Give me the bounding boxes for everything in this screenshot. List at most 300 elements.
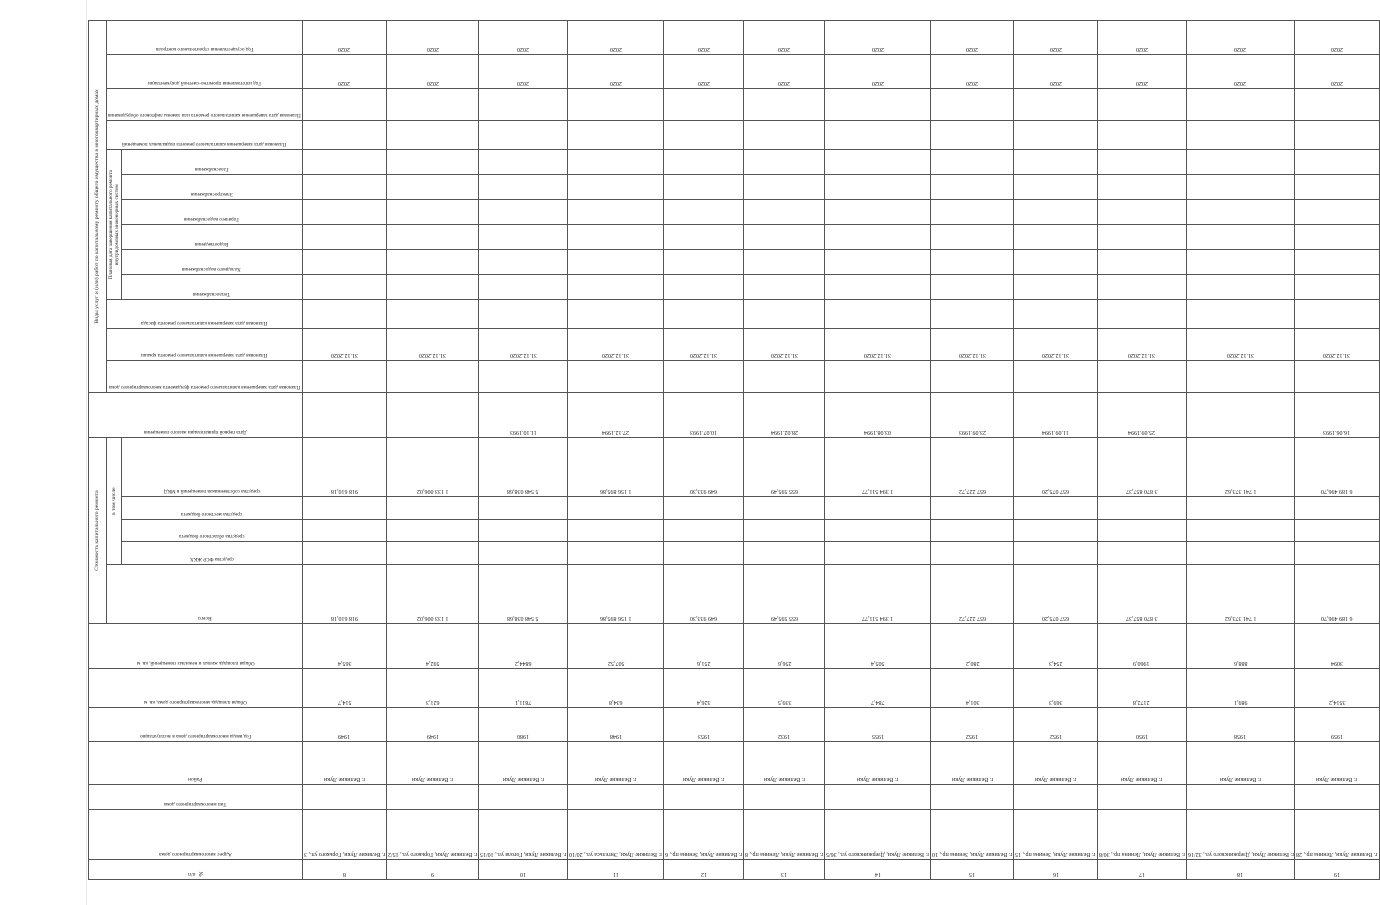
cell-cost-total-text: 657 227,72 — [958, 614, 986, 621]
cell-total-area — [931, 669, 1014, 708]
cell-fund — [302, 542, 386, 565]
cell-year — [302, 707, 386, 741]
header-cost-total: Всего — [107, 565, 303, 624]
cell-roof-text: 31.12.2020 — [330, 352, 358, 359]
cell-premises-area-text: 888,6 — [1233, 660, 1248, 667]
cell-heat — [931, 275, 1014, 300]
cell-foundation — [825, 361, 931, 393]
header-fund: средства ФСР ЖКХ — [122, 542, 303, 565]
cell-house-type — [664, 784, 744, 809]
cell-premises-area-text: 505,4 — [871, 660, 885, 667]
cell-premises-area — [1014, 623, 1097, 668]
cell-district-text: г. Великие Луки — [412, 775, 454, 782]
cell-num — [479, 859, 568, 879]
cell-premises-area — [744, 623, 825, 668]
header-privatization: Дата первой приватизации жилого помещения — [89, 392, 303, 437]
cell-control-year — [931, 21, 1014, 55]
table-row — [744, 21, 825, 880]
cell-drain — [825, 225, 931, 250]
cell-facade — [1295, 299, 1379, 328]
cell-facade — [1186, 299, 1295, 328]
cell-privatization — [1097, 392, 1186, 437]
cell-district — [1186, 741, 1295, 784]
cell-district-text: г. Великие Луки — [1121, 775, 1163, 782]
cell-year-text: 1952 — [1049, 732, 1062, 739]
cell-total-area — [1014, 669, 1097, 708]
cell-docs-year — [664, 55, 744, 89]
cell-hot-water — [1097, 200, 1186, 225]
cell-hot-water — [931, 200, 1014, 225]
cell-docs-year-text: 2020 — [1135, 80, 1148, 87]
cell-fund — [1097, 542, 1186, 565]
cell-num-text: 9 — [431, 871, 435, 877]
cell-total-area-text: 784,7 — [871, 698, 885, 705]
cell-docs-year — [568, 55, 664, 89]
table-row — [1186, 21, 1295, 880]
cell-control-year — [1295, 21, 1379, 55]
cell-docs-year — [479, 55, 568, 89]
cell-owners-text: 657 227,72 — [958, 488, 986, 495]
cell-privatization-text: 03.08.1994 — [864, 429, 892, 436]
cell-control-year-text: 2020 — [426, 46, 439, 53]
cell-privatization — [387, 392, 479, 437]
cell-cost-total — [664, 565, 744, 624]
cell-elevator — [387, 89, 479, 121]
cell-regional — [568, 519, 664, 542]
cell-electric — [568, 175, 664, 200]
cell-docs-year — [1014, 55, 1097, 89]
cell-elevator — [1295, 89, 1379, 121]
cell-gas — [1097, 150, 1186, 175]
cell-heat — [744, 275, 825, 300]
cell-year — [664, 707, 744, 741]
cell-roof — [1186, 329, 1295, 361]
header-works-group: Виды услуг и (или) работ по капитальному ремонту общего имущества в многоквартирных домах — [89, 21, 107, 393]
cell-address-text: г. Великие Луки, Энгельса ул., 20/10 — [569, 850, 663, 857]
cell-cost-total-text: 1 741 373,62 — [1224, 614, 1257, 621]
table-row — [568, 21, 664, 880]
cell-electric — [1014, 175, 1097, 200]
cell-year — [931, 707, 1014, 741]
cell-local — [387, 497, 479, 520]
cell-district — [302, 741, 386, 784]
cell-heat — [825, 275, 931, 300]
cell-drain — [744, 225, 825, 250]
cell-regional — [1295, 519, 1379, 542]
cell-cost-total — [387, 565, 479, 624]
cell-regional — [1186, 519, 1295, 542]
cell-owners-text: 1 133 006,02 — [416, 488, 449, 495]
cell-roof — [479, 329, 568, 361]
cell-year-text: 1980 — [517, 732, 530, 739]
cell-docs-year — [1097, 55, 1186, 89]
header-cost-group: Стоимость капитального ремонта — [89, 438, 107, 624]
cell-hot-water — [387, 200, 479, 225]
cell-num — [1097, 859, 1186, 879]
cell-total-area — [302, 669, 386, 708]
cell-hot-water — [568, 200, 664, 225]
cell-control-year — [1014, 21, 1097, 55]
cell-address — [744, 809, 825, 859]
header-facade: Плановая дата завершения капитального ремонта фасада — [107, 299, 303, 328]
cell-basement — [1014, 120, 1097, 149]
cell-cold-water — [1014, 250, 1097, 275]
cell-owners — [931, 438, 1014, 497]
cell-docs-year-text: 2020 — [517, 80, 530, 87]
header-local: средства местного бюджета — [122, 497, 303, 520]
table-row — [931, 21, 1014, 880]
cell-elevator — [931, 89, 1014, 121]
header-heat: Теплоснабжения — [122, 275, 303, 300]
cell-facade — [825, 299, 931, 328]
cell-docs-year-text: 2020 — [1330, 80, 1343, 87]
header-regional: средства областного бюджета — [122, 519, 303, 542]
cell-address — [479, 809, 568, 859]
cell-local — [568, 497, 664, 520]
cell-gas — [479, 150, 568, 175]
cell-year — [825, 707, 931, 741]
header-premises-area: Общая площадь жилых и нежилых помещений, кв. м — [89, 623, 303, 668]
cell-owners-text: 655 595,49 — [770, 488, 798, 495]
cell-docs-year-text: 2020 — [1049, 80, 1062, 87]
cell-fund — [825, 542, 931, 565]
cell-heat — [302, 275, 386, 300]
cell-cost-total — [1295, 565, 1379, 624]
cell-docs-year-text: 2020 — [697, 80, 710, 87]
cell-control-year-text: 2020 — [697, 46, 710, 53]
cell-total-area-text: 989,1 — [1233, 698, 1248, 705]
cell-owners — [1014, 438, 1097, 497]
cell-owners — [568, 438, 664, 497]
cell-owners-text: 5 548 038,68 — [507, 488, 539, 495]
cell-cost-total-text: 5 548 038,68 — [507, 614, 539, 621]
cell-privatization-text: 28.02.1994 — [770, 429, 798, 436]
cell-drain — [479, 225, 568, 250]
cell-cost-total — [302, 565, 386, 624]
cell-fund — [387, 542, 479, 565]
cell-local — [1014, 497, 1097, 520]
cell-num — [931, 859, 1014, 879]
cell-control-year — [1097, 21, 1186, 55]
cell-cost-total — [931, 565, 1014, 624]
cell-num-text: 11 — [612, 871, 619, 877]
cell-total-area — [568, 669, 664, 708]
cell-num — [568, 859, 664, 879]
cell-address — [825, 809, 931, 859]
header-owners: средства собственников помещений в МКД — [122, 438, 303, 497]
cell-control-year-text: 2020 — [871, 46, 884, 53]
cell-owners-text: 1 741 373,62 — [1224, 488, 1257, 495]
cell-premises-area — [931, 623, 1014, 668]
cell-owners — [1295, 438, 1379, 497]
cell-total-area — [387, 669, 479, 708]
header-gas: Газоснабжения — [122, 150, 303, 175]
cell-cold-water — [302, 250, 386, 275]
cell-regional — [1097, 519, 1186, 542]
cell-num-text: 19 — [1333, 871, 1340, 877]
cell-roof — [1097, 329, 1186, 361]
cell-year-text: 1953 — [697, 732, 710, 739]
cell-owners — [479, 438, 568, 497]
cell-total-area-text: 326,4 — [696, 698, 711, 705]
cell-address — [1097, 809, 1186, 859]
cell-address — [302, 809, 386, 859]
header-control-year: Год осуществления строительного контроля — [107, 21, 303, 55]
cell-total-area — [744, 669, 825, 708]
cell-foundation — [1186, 361, 1295, 393]
cell-docs-year — [825, 55, 931, 89]
cell-local — [479, 497, 568, 520]
cell-control-year-text: 2020 — [1135, 46, 1148, 53]
cell-num — [1014, 859, 1097, 879]
cell-basement — [664, 120, 744, 149]
cell-year — [1097, 707, 1186, 741]
cell-electric — [1097, 175, 1186, 200]
cell-num — [825, 859, 931, 879]
cell-regional — [744, 519, 825, 542]
cell-control-year — [825, 21, 931, 55]
cell-premises-area-text: 256,6 — [777, 660, 792, 667]
cell-district — [1097, 741, 1186, 784]
cell-gas — [931, 150, 1014, 175]
cell-foundation — [1295, 361, 1379, 393]
cell-gas — [1295, 150, 1379, 175]
cell-cost-total-text: 1 156 895,86 — [600, 614, 632, 621]
cell-year-text: 1950 — [1135, 732, 1148, 739]
cell-num-text: 13 — [781, 871, 788, 877]
cell-roof-text: 31.12.2020 — [419, 352, 447, 359]
cell-drain — [664, 225, 744, 250]
cell-cost-total — [744, 565, 825, 624]
cell-roof — [1014, 329, 1097, 361]
cell-address-text: г. Великие Луки, Зенина пр., 6 — [665, 850, 743, 857]
header-num: № п/п — [89, 859, 303, 879]
cell-privatization-text: 16.06.1993 — [1323, 429, 1351, 436]
cell-district-text: г. Великие Луки — [683, 775, 725, 782]
header-total-area: Общая площадь многоквартирного дома, кв. м — [89, 669, 303, 708]
cell-docs-year — [1186, 55, 1295, 89]
cell-heat — [1014, 275, 1097, 300]
header-docs-year: Год изготовления проектно-сметной документации — [107, 55, 303, 89]
cell-fund — [568, 542, 664, 565]
header-basement: Плановая дата завершения капитального ремонта подвальных помещений — [107, 120, 303, 149]
cell-control-year — [1186, 21, 1295, 55]
cell-owners — [1186, 438, 1295, 497]
cell-foundation — [302, 361, 386, 393]
cell-num — [1295, 859, 1379, 879]
cell-district-text: г. Великие Луки — [502, 775, 544, 782]
cell-local — [1186, 497, 1295, 520]
cell-total-area — [1097, 669, 1186, 708]
cell-privatization-text: 11.10.1993 — [509, 429, 537, 436]
cell-facade — [302, 299, 386, 328]
cell-foundation — [744, 361, 825, 393]
table-row — [664, 21, 744, 880]
cell-drain — [1295, 225, 1379, 250]
cell-privatization — [1295, 392, 1379, 437]
cell-district — [1014, 741, 1097, 784]
cell-docs-year — [302, 55, 386, 89]
cell-elevator — [479, 89, 568, 121]
cell-district-text: г. Великие Луки — [1219, 775, 1261, 782]
cell-heat — [1295, 275, 1379, 300]
cell-num — [1186, 859, 1295, 879]
cell-house-type — [479, 784, 568, 809]
cell-num-text: 18 — [1237, 871, 1244, 877]
cell-total-area-text: 301,4 — [965, 698, 980, 705]
cell-address-text: г. Великие Луки, Зенина пр., 10 — [932, 850, 1013, 857]
cell-local — [931, 497, 1014, 520]
table-body — [302, 21, 1379, 880]
cell-drain — [387, 225, 479, 250]
cell-total-area-text: 621,3 — [425, 698, 440, 705]
cell-house-type — [1186, 784, 1295, 809]
cell-roof — [1295, 329, 1379, 361]
cell-cost-total-text: 918 610,18 — [330, 614, 358, 621]
cell-local — [1097, 497, 1186, 520]
cell-address-text: г. Великие Луки, Дзержинского ул., 36/5 — [826, 850, 930, 857]
cell-district-text: г. Великие Луки — [763, 775, 805, 782]
cell-control-year-text: 2020 — [1330, 46, 1343, 53]
cell-hot-water — [1295, 200, 1379, 225]
cell-cost-total-text: 1 394 511,77 — [862, 614, 894, 621]
cell-hot-water — [664, 200, 744, 225]
cell-privatization-text: 11.09.1994 — [1042, 429, 1069, 436]
cell-premises-area-text: 507,52 — [607, 660, 624, 667]
cell-year — [1014, 707, 1097, 741]
cell-total-area — [1295, 669, 1379, 708]
cell-district — [568, 741, 664, 784]
cell-basement — [744, 120, 825, 149]
cell-owners — [387, 438, 479, 497]
cell-control-year — [568, 21, 664, 55]
cell-docs-year — [387, 55, 479, 89]
cell-roof-text: 31.12.2020 — [690, 352, 718, 359]
cell-total-area-text: 3514,2 — [1328, 698, 1346, 705]
cell-owners-text: 3 870 857,37 — [1125, 488, 1158, 495]
cell-local — [1295, 497, 1379, 520]
cell-gas — [744, 150, 825, 175]
cell-cost-total-text: 3 870 857,37 — [1125, 614, 1158, 621]
cell-house-type — [387, 784, 479, 809]
cell-year — [479, 707, 568, 741]
cell-heat — [1186, 275, 1295, 300]
cell-year-text: 1958 — [1234, 732, 1247, 739]
cell-regional — [825, 519, 931, 542]
cell-cost-total — [825, 565, 931, 624]
cell-premises-area — [664, 623, 744, 668]
cell-regional — [302, 519, 386, 542]
cell-facade — [387, 299, 479, 328]
cell-total-area-text: 339,5 — [777, 698, 792, 705]
rotated-table-wrapper — [88, 20, 1378, 880]
cell-address — [1014, 809, 1097, 859]
cell-docs-year-text: 2020 — [871, 80, 884, 87]
cell-roof-text: 31.12.2020 — [864, 352, 892, 359]
cell-fund — [1295, 542, 1379, 565]
cell-premises-area-text: 1960,9 — [1133, 660, 1150, 667]
scan-edge — [86, 0, 87, 905]
cell-cold-water — [1295, 250, 1379, 275]
cell-district-text: г. Великие Луки — [951, 775, 993, 782]
cell-gas — [387, 150, 479, 175]
cell-cold-water — [479, 250, 568, 275]
cell-elevator — [825, 89, 931, 121]
cell-cold-water — [825, 250, 931, 275]
header-planned-group: Плановая дата завершения капитального ремонта внутридомовых инженерных систем — [107, 150, 122, 300]
cell-address-text: г. Великие Луки, Ленина пр., 30/8 — [1098, 850, 1185, 857]
cell-local — [744, 497, 825, 520]
cell-owners — [825, 438, 931, 497]
cell-num — [387, 859, 479, 879]
cell-electric — [1186, 175, 1295, 200]
cell-address-text: г. Великие Луки, Ленина пр., 8 — [745, 850, 824, 857]
cell-docs-year-text: 2020 — [609, 80, 622, 87]
cell-year — [568, 707, 664, 741]
header-elevator: Плановая дата завершения капитального ремонта или замены лифтового оборудования — [107, 89, 303, 121]
cell-house-type — [302, 784, 386, 809]
cell-docs-year-text: 2020 — [778, 80, 791, 87]
cell-owners — [1097, 438, 1186, 497]
cell-district — [931, 741, 1014, 784]
cell-premises-area — [568, 623, 664, 668]
cell-docs-year-text: 2020 — [1234, 80, 1247, 87]
cell-year-text: 1949 — [338, 732, 351, 739]
table-row — [1097, 21, 1186, 880]
cell-cold-water — [568, 250, 664, 275]
cell-cost-total-text: 6 189 496,70 — [1321, 614, 1353, 621]
cell-heat — [387, 275, 479, 300]
cell-premises-area-text: 592,4 — [425, 660, 440, 667]
cell-premises-area-text: 3094 — [1330, 660, 1343, 667]
cell-foundation — [664, 361, 744, 393]
cell-basement — [387, 120, 479, 149]
header-roof: Плановая дата завершения капитального ремонта крыши — [107, 329, 303, 361]
cell-control-year-text: 2020 — [338, 46, 351, 53]
cell-control-year-text: 2020 — [778, 46, 791, 53]
cell-roof-text: 31.12.2020 — [602, 352, 630, 359]
cell-year-text: 1932 — [778, 732, 791, 739]
cell-cost-total-text: 657 075,20 — [1042, 614, 1070, 621]
cell-cold-water — [664, 250, 744, 275]
cell-control-year-text: 2020 — [609, 46, 622, 53]
cell-house-type — [931, 784, 1014, 809]
cell-total-area-text: 7811,1 — [515, 698, 532, 705]
cell-fund — [479, 542, 568, 565]
cell-hot-water — [825, 200, 931, 225]
table-row — [479, 21, 568, 880]
cell-district — [387, 741, 479, 784]
cell-owners-text: 918 610,18 — [330, 488, 358, 495]
cell-electric — [931, 175, 1014, 200]
cell-foundation — [479, 361, 568, 393]
cell-roof-text: 31.12.2020 — [1323, 352, 1351, 359]
cell-district — [744, 741, 825, 784]
cell-roof — [825, 329, 931, 361]
cell-district-text: г. Великие Луки — [323, 775, 365, 782]
cell-cold-water — [931, 250, 1014, 275]
cell-district — [664, 741, 744, 784]
cell-house-type — [1097, 784, 1186, 809]
cell-elevator — [568, 89, 664, 121]
cell-address — [1295, 809, 1379, 859]
cell-num-text: 16 — [1052, 871, 1059, 877]
cell-owners-text: 649 933,30 — [690, 488, 718, 495]
cell-basement — [1097, 120, 1186, 149]
cell-privatization-text: 23.09.1993 — [958, 429, 986, 436]
cell-elevator — [664, 89, 744, 121]
cell-cost-total — [479, 565, 568, 624]
